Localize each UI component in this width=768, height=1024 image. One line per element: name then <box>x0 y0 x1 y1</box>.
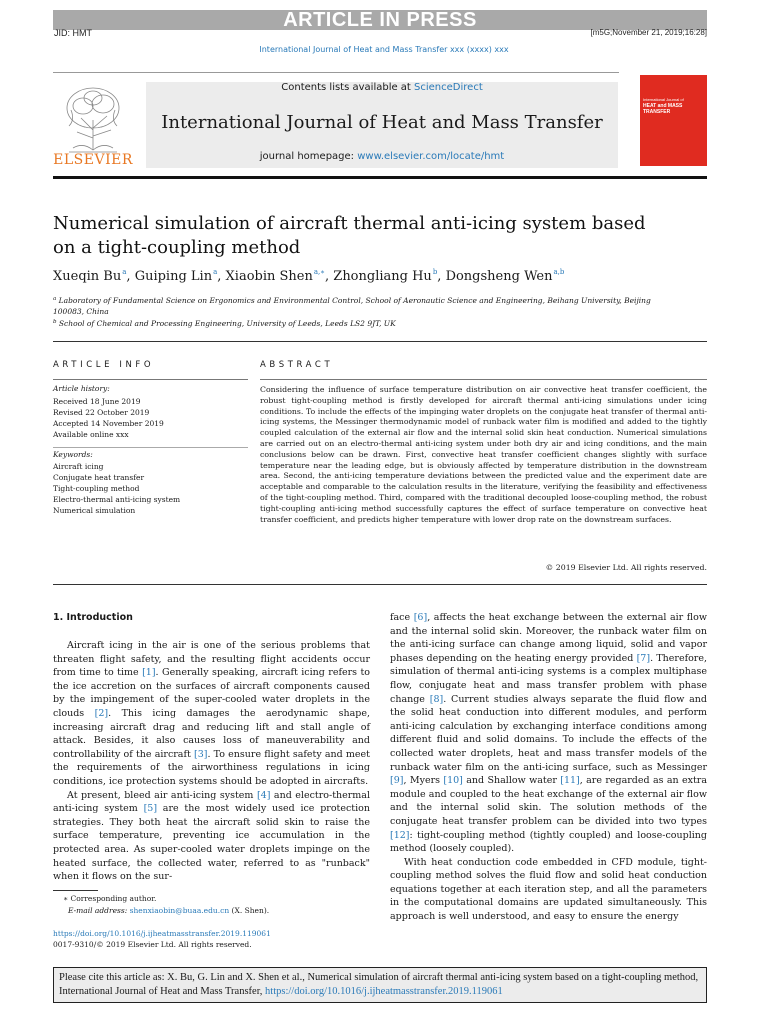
citation-ref-link[interactable]: [9] <box>390 775 404 787</box>
citation-ref-link[interactable]: [11] <box>560 775 580 787</box>
journal-title: International Journal of Heat and Mass Transfer <box>161 112 603 133</box>
author-affiliation-marker[interactable]: b <box>432 268 438 276</box>
author-affiliation-marker[interactable]: a,b <box>553 268 565 276</box>
journal-id: JID: HMT <box>54 28 92 38</box>
cover-line-3: TRANSFER <box>643 109 671 115</box>
paragraph: Aircraft icing in the air is one of the serious problems that threaten flight safety, and the resulting flight accidents occur from time to time [1]. Generally speaking, aircraft icing refers to the ice accretion on the surfaces of aircraft components caused by the impingement of the super-cooled water droplets in the clouds [2]. This icing damages the aerodynamic shape, increasing aircraft drag and reducing lift and stall angle of attack. Besides, it also causes loss of maneuverability and controllability of the aircraft [3]. To ensure flight safety and meet the requirements of the airworthiness regulations in icing conditions, ice protection systems should be adopted in aircrafts. <box>53 640 371 787</box>
email-note <box>68 906 269 915</box>
homepage-prefix: journal homepage: <box>259 151 358 162</box>
history-list <box>53 396 164 440</box>
paragraph: With heat conduction code embedded in CFD module, tight-coupling method solves the fluid flow and solid heat conduction equations together at each iteration step, and all the parameters in the computational domains are updated simultaneously. This approach is well understood, and easy to ensure the energy <box>390 856 707 923</box>
affiliation-a-text: Laboratory of Fundamental Science on Ergonomics and Environmental Control, School of Aeronautic Science and Engineering, Beihang University, Beijing 100083, China <box>53 296 651 316</box>
citation-ref-link[interactable]: [8] <box>429 693 444 705</box>
production-stamp: [m5G;November 21, 2019;16:28] <box>590 28 707 37</box>
journal-reference[interactable]: International Journal of Heat and Mass Transfer xxx (xxxx) xxx <box>259 45 509 54</box>
citation-ref-link[interactable]: [2] <box>94 707 109 719</box>
citation-ref-link[interactable]: [12] <box>390 829 410 841</box>
sciencedirect-link[interactable]: ScienceDirect <box>414 82 483 93</box>
article-info-heading: ARTICLE INFO <box>53 360 155 370</box>
keyword: Conjugate heat transfer <box>53 473 145 482</box>
masthead-bottom-rule <box>53 176 707 179</box>
corresponding-author-note: ∗ Corresponding author. <box>63 894 157 903</box>
body-column-left <box>53 639 370 884</box>
history-entry: Available online xxx <box>53 430 129 439</box>
copyright-notice: © 2019 Elsevier Ltd. All rights reserved. <box>545 563 707 572</box>
citation-ref-link[interactable]: [5] <box>143 803 158 815</box>
cover-line-2: HEAT and MASS <box>643 103 683 109</box>
author-affiliation-marker[interactable]: a <box>122 268 127 276</box>
homepage-line <box>146 151 618 162</box>
keyword: Electro-thermal anti-icing system <box>53 495 181 504</box>
affiliations <box>53 294 653 329</box>
citation-ref-link[interactable]: [10] <box>443 775 463 787</box>
citation-box <box>53 967 707 1003</box>
journal-cover-thumbnail[interactable] <box>640 75 707 166</box>
email-label: E-mail address: <box>68 906 130 915</box>
doi-link[interactable]: https://doi.org/10.1016/j.ijheatmasstransfer.2019.119061 <box>53 929 271 938</box>
author-list: Xueqin Bu$^a$, Guiping Lin$^a$, Xiaobin Shen$^{a,∗}$, Zhongliang Hu$^b$, Dongsheng Wen$^{a,b}$ <box>53 268 565 284</box>
keywords-rule <box>53 447 248 448</box>
affiliation-b-marker: b <box>53 319 57 325</box>
footnote-rule <box>53 890 98 891</box>
elsevier-wordmark: ELSEVIER <box>53 152 133 168</box>
citation-ref-link[interactable]: [7] <box>636 652 651 664</box>
abstract-rule <box>260 379 707 380</box>
affiliation-a <box>53 294 653 317</box>
affiliation-b-text: School of Chemical and Processing Engineering, University of Leeds, Leeds LS2 9JT, UK <box>58 319 396 328</box>
affiliation-a-marker: a <box>53 296 57 302</box>
citation-text: Please cite this article as: X. Bu, G. Lin and X. Shen et al., Numerical simulation of aircraft thermal anti-icing system based on a tight-coupling method, International Journal of Heat and Mass Transfer, <box>59 972 699 997</box>
keywords-list <box>53 461 180 516</box>
author-name[interactable]: Zhongliang Hu <box>333 269 432 284</box>
author-affiliation-marker[interactable]: a <box>213 268 218 276</box>
history-label: Article history: <box>53 384 110 393</box>
journal-cover-text <box>643 97 703 115</box>
abstract-heading: ABSTRACT <box>260 360 334 370</box>
citation-ref-link[interactable]: [6] <box>413 612 428 623</box>
abstract-text: Considering the influence of surface temperature distribution on air convective heat transfer coefficient, the robust tight-coupling method is firstly developed for aircraft thermal anti-icing simulations under icing conditions. To include the effects of the impinging water droplets on the conjugate heat transfer of thermal anti-icing systems, the Messinger thermodynamic model of runback water film is modified and added to the tightly coupled calculation of the external air flow and the internal solid skin heat conduction. Numerical simulations are carried out on an electro-thermal anti-icing system under both dry air and icing conditions, and the main conclusions below can be drawn. First, convective heat transfer coefficient changes slightly with surface temperature near the leading edge, but is obviously affected by temperature distribution in the downstream area. Second, the anti-icing temperature deviations between the predicted value and the experiment date are acceptable and comparable to the calculation results in the literature, verifying the feasibility and effectiveness of the tight-coupling method. Third, compared with the traditional decoupled loose-coupling method, the robust tight-coupling anti-icing method successfully captures the effect of surface temperature on convective heat transfer coefficient, and predicts higher temperature with lower drop rate on the downstream surfaces. <box>260 385 707 524</box>
article-info-rule <box>53 379 248 380</box>
keyword: Numerical simulation <box>53 506 136 515</box>
masthead-top-rule <box>53 72 619 73</box>
citation-ref-link[interactable]: [1] <box>142 667 156 679</box>
email-link[interactable]: shenxiaobin@buaa.edu.cn <box>129 906 230 915</box>
author-name[interactable]: Xiaobin Shen <box>225 269 313 284</box>
cover-line-1: International Journal of <box>643 97 684 102</box>
section-heading-introduction: 1. Introduction <box>53 612 133 623</box>
keywords-label: Keywords: <box>53 450 93 459</box>
article-info-top-rule <box>53 341 707 342</box>
paragraph: At present, bleed air anti-icing system [4] and electro-thermal anti-icing system [5] are the most widely used ice protection strategies. They both heat the aircraft solid skin to raise the surface temperature, preventing ice accumulation in the protected area. As super-cooled water droplets impinge on the heated surface, the collected water, referred to as "runback" when it flows on the sur- <box>53 789 370 883</box>
article-title: Numerical simulation of aircraft thermal anti-icing system based on a tight-coupling method <box>53 213 646 258</box>
history-entry: Received 18 June 2019 <box>53 397 141 406</box>
contents-prefix: Contents lists available at <box>281 82 415 93</box>
author-name[interactable]: Xueqin Bu <box>53 269 122 284</box>
history-entry: Revised 22 October 2019 <box>53 408 150 417</box>
article-in-press-banner: ARTICLE IN PRESS <box>53 10 707 30</box>
keyword: Aircraft icing <box>53 462 104 471</box>
citation-doi-link[interactable]: https://doi.org/10.1016/j.ijheatmasstransfer.2019.119061 <box>265 986 503 997</box>
issn-line: 0017-9310/© 2019 Elsevier Ltd. All rights reserved. <box>53 940 252 949</box>
article-info-bottom-rule <box>53 584 707 585</box>
author-name[interactable]: Dongsheng Wen <box>445 269 553 284</box>
citation-ref-link[interactable]: [3] <box>194 748 208 760</box>
body-column-right <box>390 611 707 924</box>
keyword: Tight-coupling method <box>53 484 140 493</box>
email-suffix: (X. Shen). <box>229 906 270 915</box>
contents-line <box>146 82 618 93</box>
paragraph: face [6], affects the heat exchange between the external air flow and the internal solid skin. Moreover, the runback water film on the anti-icing surface can change among liquid, solid and vapor phases depending on the heating energy provided [7]. Therefore, simulation of thermal anti-icing systems is a complex multiphase flow, conjugate heat and mass transfer problem with phase change [8]. Current studies always separate the fluid flow and the solid heat conduction into different modules, and perform anti-icing calculation by exchanging interface conditions among different fluid and solid domains. To include the effects of the collected water droplets, heat and mass transfer models of the runback water film on the anti-icing surface, such as Messinger [9], Myers [10] and Shallow water [11], are regarded as an extra module and coupled to the heat exchange of the external air flow and the internal solid skin. The solution methods of the conjugate heat transfer problem can be divided into two types [12]: tight-coupling method (tightly coupled) and loose-coupling method (loosely coupled). <box>390 612 708 855</box>
author-affiliation-marker[interactable]: a,∗ <box>313 268 326 276</box>
history-entry: Accepted 14 November 2019 <box>53 419 164 428</box>
author-name[interactable]: Guiping Lin <box>134 269 213 284</box>
citation-ref-link[interactable]: [4] <box>256 789 271 801</box>
homepage-link[interactable]: www.elsevier.com/locate/hmt <box>357 151 505 162</box>
affiliation-b <box>53 317 653 329</box>
